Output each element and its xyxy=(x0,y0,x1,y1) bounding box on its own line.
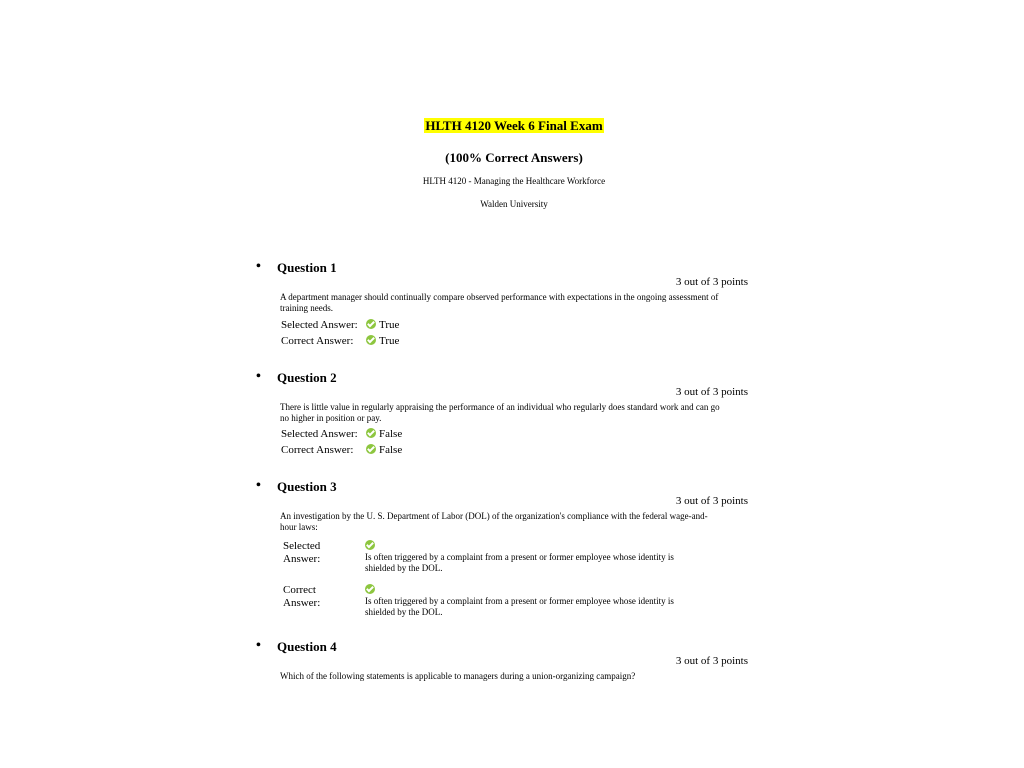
check-circle-icon xyxy=(366,428,376,438)
selected-answer-row xyxy=(281,426,748,442)
question-points: 3 out of 3 points xyxy=(675,276,748,288)
question-text: Which of the following statements is applicable to managers during a union-organizing campaign? xyxy=(280,671,636,681)
selected-answer-value: False xyxy=(379,428,403,440)
question-points: 3 out of 3 points xyxy=(675,655,748,667)
question-4 xyxy=(256,639,748,682)
university-name: Walden University xyxy=(480,199,548,209)
question-2 xyxy=(256,370,748,458)
bullet: • xyxy=(256,478,261,493)
check-circle-icon xyxy=(366,319,376,329)
selected-answer-label: Selected Answer: xyxy=(281,319,358,331)
question-text: There is little value in regularly appraising the performance of an individual who regularly does standard work and can go no higher in position or pay. xyxy=(280,402,720,423)
question-text: An investigation by the U. S. Department of Labor (DOL) of the organization's compliance with the federal wage-and-hour laws: xyxy=(280,511,708,532)
selected-answer-value: True xyxy=(379,319,400,331)
bullet: • xyxy=(256,259,261,274)
question-title: Question 4 xyxy=(277,639,337,654)
question-3 xyxy=(256,479,748,624)
question-text: A department manager should continually compare observed performance with expectations in the ongoing assessment of training needs. xyxy=(280,292,719,313)
correct-answer-label: Correct Answer: xyxy=(283,584,321,609)
course-name: HLTH 4120 - Managing the Healthcare Workforce xyxy=(422,176,606,186)
question-1 xyxy=(256,260,748,349)
correct-answer-label: Correct Answer: xyxy=(281,335,354,347)
correct-answer-label: Correct Answer: xyxy=(281,444,354,456)
question-points: 3 out of 3 points xyxy=(675,495,748,507)
question-title: Question 1 xyxy=(277,260,337,275)
question-title: Question 2 xyxy=(277,370,337,385)
selected-answer-label: Selected Answer: xyxy=(281,428,358,440)
bullet: • xyxy=(256,369,261,384)
correct-answer-value: False xyxy=(379,444,403,456)
correct-answer-row xyxy=(281,333,748,349)
selected-answer-row xyxy=(281,317,748,333)
bullet: • xyxy=(256,638,261,653)
correct-answer-row xyxy=(283,584,748,624)
correct-answer-value: Is often triggered by a complaint from a present or former employee whose identity is shielded by the DOL. xyxy=(365,596,674,617)
selected-answer-label: Selected Answer: xyxy=(283,540,321,565)
check-circle-icon xyxy=(366,444,376,454)
question-points: 3 out of 3 points xyxy=(675,386,748,398)
correct-answer-row xyxy=(281,442,748,458)
correct-answer-value: True xyxy=(379,335,400,347)
check-circle-icon xyxy=(365,540,375,550)
document-subtitle: (100% Correct Answers) xyxy=(445,150,583,165)
selected-answer-row xyxy=(283,540,748,580)
check-circle-icon xyxy=(365,584,375,594)
question-title: Question 3 xyxy=(277,479,337,494)
selected-answer-value: Is often triggered by a complaint from a present or former employee whose identity is shielded by the DOL. xyxy=(365,552,674,573)
check-circle-icon xyxy=(366,335,376,345)
document-title: HLTH 4120 Week 6 Final Exam xyxy=(425,118,603,133)
